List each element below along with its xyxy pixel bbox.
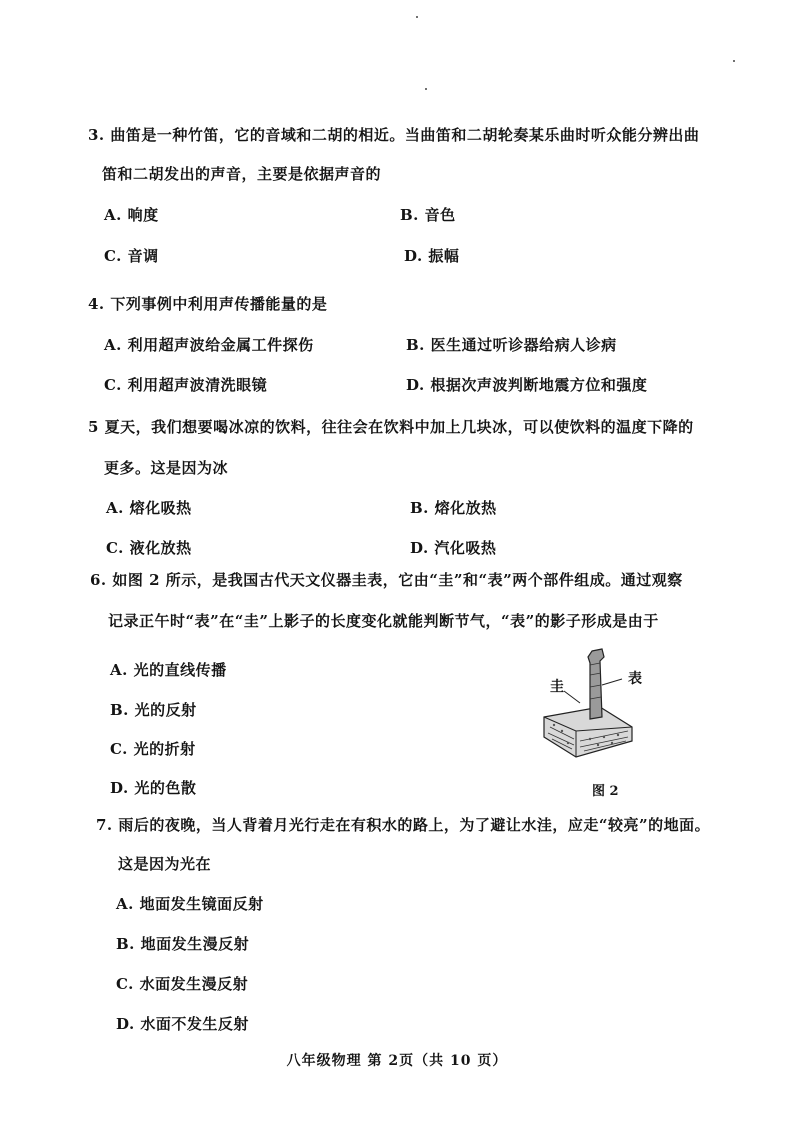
question-4-option-c: C. 利用超声波清洗眼镜 [104, 376, 268, 394]
question-6-stem-line2: 记录正午时“表”在“圭”上影子的长度变化就能判断节气，“表”的影子形成是由于 [108, 612, 659, 630]
question-6-option-a: A. 光的直线传播 [110, 661, 227, 679]
question-5-stem-line1: 5 夏天，我们想要喝冰凉的饮料，往往会在饮料中加上几块冰，可以使饮料的温度下降的 [88, 418, 694, 436]
question-4-option-b: B. 医生通过听诊器给病人诊病 [406, 336, 617, 354]
question-3-option-c: C. 音调 [104, 247, 159, 265]
question-5-option-c: C. 液化放热 [106, 539, 192, 557]
figure-label-gui: 圭 [550, 679, 565, 695]
question-6-option-b: B. 光的反射 [110, 701, 197, 719]
question-3-option-d: D. 振幅 [404, 247, 460, 265]
question-3-option-a: A. 响度 [104, 206, 159, 224]
question-4-option-a: A. 利用超声波给金属工件探伤 [104, 336, 314, 354]
question-3-stem-line1: 3. 曲笛是一种竹笛，它的音域和二胡的相近。当曲笛和二胡轮奏某乐曲时听众能分辨出曲 [88, 126, 700, 144]
question-4-option-d: D. 根据次声波判断地震方位和强度 [406, 376, 648, 394]
figure-caption: 图 2 [592, 784, 619, 799]
figure-label-biao: 表 [628, 671, 643, 687]
scan-speck [733, 60, 735, 62]
question-7-stem-line2: 这是因为光在 [118, 855, 212, 873]
question-5-stem-line2: 更多。这是因为冰 [104, 459, 229, 477]
question-7-stem-line1: 7. 雨后的夜晚，当人背着月光行走在有积水的路上，为了避让水洼，应走“较亮”的地面。 [96, 816, 711, 834]
question-7-option-a: A. 地面发生镜面反射 [116, 895, 264, 913]
scan-speck [416, 16, 418, 18]
question-7-option-c: C. 水面发生漫反射 [116, 975, 249, 993]
question-3-option-b: B. 音色 [400, 206, 456, 224]
question-4-stem-line1: 4. 下列事例中利用声传播能量的是 [88, 295, 328, 313]
question-3-stem-line2: 笛和二胡发出的声音，主要是依据声音的 [102, 165, 382, 183]
question-5-option-b: B. 熔化放热 [410, 499, 497, 517]
question-7-option-d: D. 水面不发生反射 [116, 1015, 249, 1033]
question-7-option-b: B. 地面发生漫反射 [116, 935, 250, 953]
question-6-stem-line1: 6. 如图 2 所示，是我国古代天文仪器圭表，它由“圭”和“表”两个部件组成。通过观察 [90, 571, 683, 589]
question-5-option-d: D. 汽化吸热 [410, 539, 497, 557]
page-footer: 八年级物理 第 2页（共 10 页） [286, 1053, 508, 1069]
question-5-option-a: A. 熔化吸热 [106, 499, 192, 517]
scan-speck [425, 88, 427, 90]
gnomon-figure [540, 645, 650, 775]
question-6-option-c: C. 光的折射 [110, 740, 196, 758]
question-6-option-d: D. 光的色散 [110, 779, 197, 797]
